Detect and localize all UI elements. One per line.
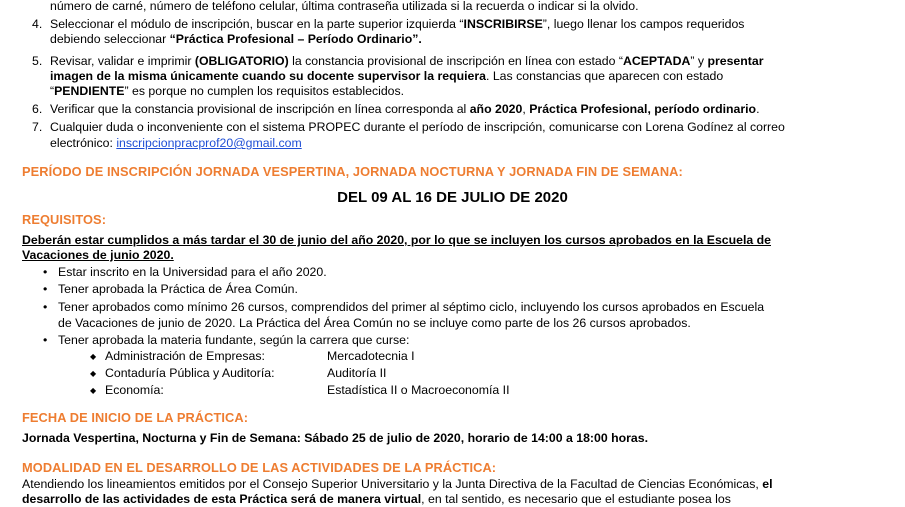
bullet: • — [43, 282, 48, 296]
requisitos-note-line-2: Vacaciones de junio 2020. — [22, 248, 174, 262]
requisito-item-3: • Tener aprobados como mínimo 26 cursos, comprendidos del primer al séptimo ciclo, incluyendo los cursos aprobados en Escuela — [43, 300, 765, 314]
modalidad-line-1: Atendiendo los lineamientos emitidos por el Consejo Superior Universitario y la Junta Directiva de la Facultad de Ciencias Económicas, el — [22, 477, 773, 491]
requisito-item-4: • Tener aprobada la materia fundante, según la carrera que curse: — [43, 333, 410, 347]
diamond-bullet-icon: ◆ — [90, 369, 97, 378]
period-heading: PERÍODO DE INSCRIPCIÓN JORNADA VESPERTINA, JORNADA NOCTURNA Y JORNADA FIN DE SEMANA: — [22, 164, 683, 179]
step-7-cont: electrónico: inscripcionpracprof20@gmail.com — [50, 136, 302, 150]
email-link[interactable]: inscripcionpracprof20@gmail.com — [116, 136, 302, 150]
requisito-item-3-cont: de Vacaciones de junio de 2020. La Práctica del Área Común no se incluye como parte de los 26 cursos aprobados. — [58, 316, 691, 330]
fecha-inicio-line: Jornada Vespertina, Nocturna y Fin de Semana: Sábado 25 de julio de 2020, horario de 14:00 a 18:00 horas. — [22, 431, 649, 445]
requisitos-note-line-1: Deberán estar cumplidos a más tardar el 30 de junio del año 2020, por lo que se incluyen los cursos aprobados en la Escuela de — [22, 233, 771, 247]
requisito-item-2: • Tener aprobada la Práctica de Área Común. — [43, 282, 298, 296]
requisitos-heading: REQUISITOS: — [22, 212, 107, 227]
step-4: 4. Seleccionar el módulo de inscripción, buscar en la parte superior izquierda “INSCRIBIRSE”, luego llenar los campos requeridos — [32, 17, 745, 31]
step-4-cont: debiendo seleccionar “Práctica Profesional – Período Ordinario”. — [50, 32, 422, 46]
requisito-item-1: • Estar inscrito en la Universidad para el año 2020. — [43, 265, 327, 279]
bullet: • — [43, 333, 48, 347]
step-5-cont-2: “PENDIENTE” es porque no cumplen los requisitos establecidos. — [50, 84, 405, 98]
intro-continuation-line: número de carné, número de teléfono celular, última contraseña utilizada si la recuerda o indicar si la olvido. — [50, 0, 639, 13]
career-row: ◆ Contaduría Pública y Auditoría: Auditoría II — [90, 366, 387, 380]
step-7: 7. Cualquier duda o inconveniente con el sistema PROPEC durante el período de inscripción, comunicarse con Lorena Godínez al correo — [32, 120, 785, 134]
modalidad-line-2: desarrollo de las actividades de esta Práctica será de manera virtual, en tal sentido, es necesario que el estudiante posea los — [22, 492, 731, 506]
fecha-inicio-heading: FECHA DE INICIO DE LA PRÁCTICA: — [22, 410, 249, 425]
diamond-bullet-icon: ◆ — [90, 386, 97, 395]
step-5-cont-1: imagen de la misma únicamente cuando su docente supervisor la requiera. Las constancias que aparecen con estado — [50, 69, 724, 83]
step-6: 6. Verificar que la constancia provisional de inscripción en línea corresponda al año 2020, Práctica Profesional, período ordinario. — [32, 102, 760, 116]
diamond-bullet-icon: ◆ — [90, 352, 97, 361]
career-row: ◆ Administración de Empresas: Mercadotecnia I — [90, 349, 415, 363]
period-dates: DEL 09 AL 16 DE JULIO DE 2020 — [337, 189, 568, 206]
modalidad-heading: MODALIDAD EN EL DESARROLLO DE LAS ACTIVIDADES DE LA PRÁCTICA: — [22, 460, 497, 475]
bullet: • — [43, 265, 48, 279]
bullet: • — [43, 300, 48, 314]
step-5: 5. Revisar, validar e imprimir (OBLIGATORIO) la constancia provisional de inscripción en línea con estado “ACEPTADA” y presentar — [32, 54, 764, 68]
career-row: ◆ Economía: Estadística II o Macroeconomía II — [90, 383, 510, 397]
